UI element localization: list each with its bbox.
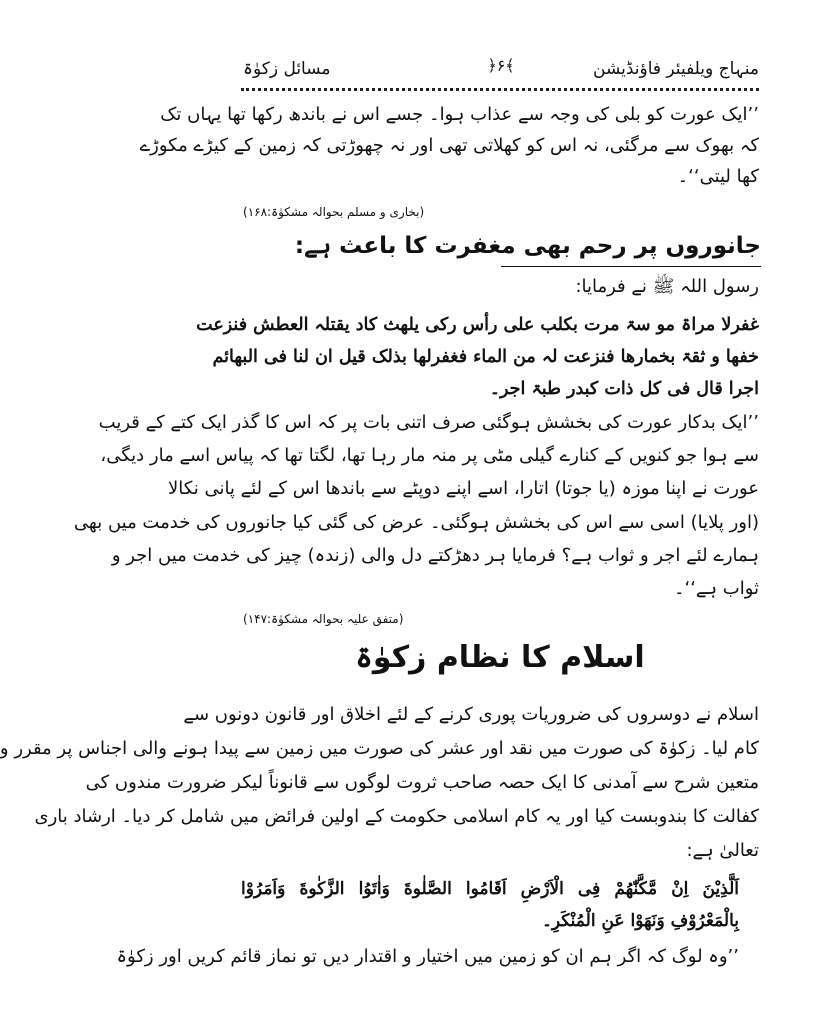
page-number: ﴿۶﴾ xyxy=(487,56,515,75)
paragraph-line: متعین شرح سے آمدنی کا ایک حصہ صاحب ثروت لوگوں سے قانوناً لیکر ضرورت مندوں کی xyxy=(85,772,759,793)
translation-line: ہمارے لئے اجر و ثواب ہے؟ فرمایا ہر دھڑکتے دل والی (زندہ) چیز کی خدمت میں اجر و xyxy=(111,545,759,566)
quran-verse-line: اَلَّذِیْنَ اِنْ مَّکَّنّٰهُمْ فِی الْاَرْضِ اَقَامُوا الصَّلٰوةَ وَاٰتَوُا الزَّكٰوةَ وَاَمَرُوْا xyxy=(241,879,739,899)
paragraph-line: کام لیا۔ زکوٰۃ کی صورت میں نقد اور عشر کی صورت میں زمین سے پیدا ہونے والی اجناس پر مقرر و xyxy=(0,738,759,759)
reference: (بخاری و مسلم بحوالہ مشکوٰۃ:۱۶۸) xyxy=(243,205,425,219)
paragraph-line: کفالت کا بندوبست کیا اور یہ کام اسلامی حکومت کے اولین فرائض میں شامل کر دیا۔ ارشاد باری xyxy=(34,806,759,827)
reference: (متفق علیہ بحوالہ مشکوٰۃ:۱۴۷) xyxy=(243,612,404,626)
paragraph-line: تعالیٰ ہے: xyxy=(686,840,759,861)
running-header xyxy=(243,58,759,86)
translation-line: (اور پلایا) اسی سے اس کی بخشش ہوگئی۔ عرض کی گئی کیا جانوروں کی خدمت میں بھی xyxy=(73,512,759,533)
text-line: ’’ایک عورت کو بلی کی وجہ سے عذاب ہوا۔ جسے اس نے باندھ رکھا تھا یہاں تک xyxy=(160,104,759,125)
header-divider xyxy=(241,88,759,91)
chapter-title: اسلام کا نظام زکوٰۃ xyxy=(355,640,645,675)
translation-line: ’’ایک بدکار عورت کی بخشش ہوگئی صرف اتنی بات پر کہ اس کا گذر ایک کتے کے قریب xyxy=(98,412,759,433)
translation-line: سے ہوا جو کنویں کے کنارے گیلی مٹی پر منہ مار رہا تھا، لگتا تھا کہ پیاس اسے مار دیگی، xyxy=(100,445,759,466)
paragraph-line: اسلام نے دوسروں کی ضروریات پوری کرنے کے لئے اخلاق اور قانون دونوں سے xyxy=(183,704,759,725)
arabic-line: اجرا قال فی کل ذات کبدر طبۃ اجر۔ xyxy=(489,379,759,399)
header-publisher: منہاج ویلفیئر فاؤنڈیشن xyxy=(593,59,759,79)
arabic-line: غفرلا مراۃ مو سۃ مرت بکلب علی رأس رکی یلھث کاد یقتلہ العطش فنزعت xyxy=(196,315,759,335)
text-line: کھا لیتی‘‘۔ xyxy=(677,166,759,187)
intro-line: رسول اللہ ﷺ نے فرمایا: xyxy=(575,276,759,297)
translation-line: ثواب ہے‘‘۔ xyxy=(673,578,759,599)
heading-underline xyxy=(501,266,761,267)
text-line: کہ بھوک سے مرگئی، نہ اس کو کھلاتی تھی اور نہ چھوڑتی کہ زمین کے کیڑے مکوڑے xyxy=(139,135,759,156)
header-book-title: مسائل زکوٰۃ xyxy=(243,59,331,79)
quran-verse-line: بِالْمَعْرُوْفِ وَنَهَوْا عَنِ الْمُنْكَرِ۔ xyxy=(541,911,739,931)
section-heading: جانوروں پر رحم بھی مغفرت کا باعث ہے: xyxy=(294,233,761,259)
translation-line: عورت نے اپنا موزہ (یا جوتا) اتارا، اسے اپنے دوپٹے سے باندھا اس کے لئے پانی نکالا xyxy=(168,478,759,499)
translation-line: ’’وہ لوگ کہ اگر ہم ان کو زمین میں اختیار و اقتدار دیں تو نماز قائم کریں اور زکوٰۃ xyxy=(116,946,739,967)
arabic-line: خفھا و ثقۃ بخمارھا فنزعت لہ من الماء فغفرلھا بذلک قیل ان لنا فی البھائم xyxy=(212,347,759,367)
